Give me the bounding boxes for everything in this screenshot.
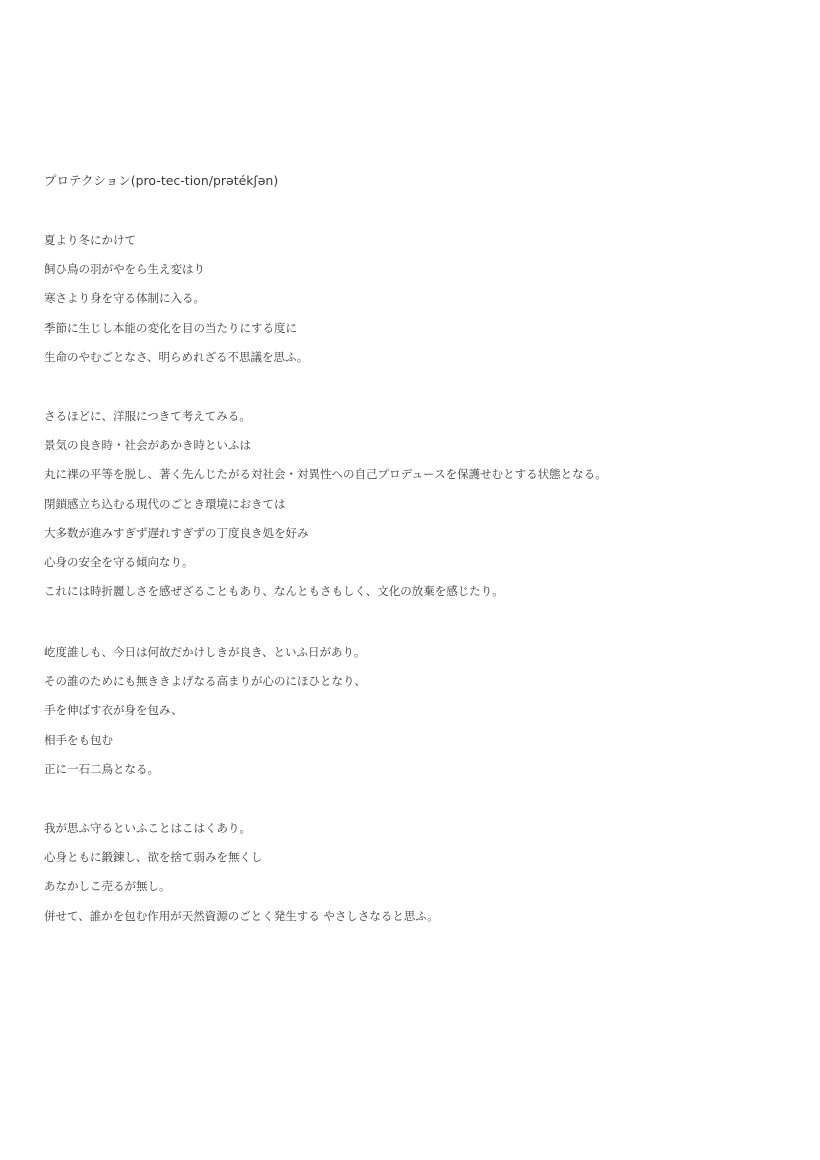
document-title: プロテクション(pro-tec-tion/prətékʃən) <box>44 173 279 188</box>
text-line: 正に一石二鳥となる。 <box>44 761 159 776</box>
text-line: その誰のためにも無ききよげなる高まりが心のにほひとなり、 <box>44 674 366 689</box>
text-line: 手を伸ばす衣が身を包み、 <box>44 703 183 718</box>
text-line: 景気の良き時・社会があかき時といふは <box>44 438 251 453</box>
text-line: さるほどに、洋服につきて考えてみる。 <box>44 409 251 423</box>
text-line: これには時折麗しさを感ぜざることもあり、なんともさもしく、文化の放棄を感じたり。 <box>44 584 504 599</box>
stanza-3 <box>44 638 784 784</box>
text-line: 相手をも包む <box>44 732 113 747</box>
text-line: 季節に生じし本能の変化を目の当たりにする度に <box>44 320 297 335</box>
stanza-4 <box>44 814 784 931</box>
text-line: 飼ひ鳥の羽がやをら生え変はり <box>44 262 205 277</box>
text-line: 我が思ふ守るといふことはこはくあり。 <box>44 821 251 835</box>
text-line: 屹度誰しも、今日は何故だかけしきが良き、といふ日があり。 <box>44 645 366 659</box>
text-line: 心身の安全を守る傾向なり。 <box>44 555 194 570</box>
text-line: 併せて、誰かを包む作用が天然資源のごとく発生する やさしさなると思ふ。 <box>44 908 439 923</box>
text-line: 心身ともに鍛錬し、欲を捨て弱みを無くし <box>44 850 263 865</box>
text-line: 大多数が進みすぎず遅れすぎずの丁度良き処を好み <box>44 525 309 540</box>
text-line: 生命のやむごとなさ、明らめれざる不思議を思ふ。 <box>44 349 309 364</box>
text-line: 丸に裸の平等を脱し、著く先んじたがる対社会・対異性への自己プロデュースを保護せむとする状態となる。 <box>44 467 607 482</box>
text-line: 寒さより身を守る体制に入る。 <box>44 291 205 306</box>
text-line: 閉鎖感立ち込むる現代のごとき環境におきては <box>44 496 286 511</box>
text-line: あなかしこ売るが無し。 <box>44 879 171 894</box>
stanza-1 <box>44 226 784 372</box>
stanza-2 <box>44 402 784 606</box>
text-line: 夏より冬にかけて <box>44 233 136 247</box>
